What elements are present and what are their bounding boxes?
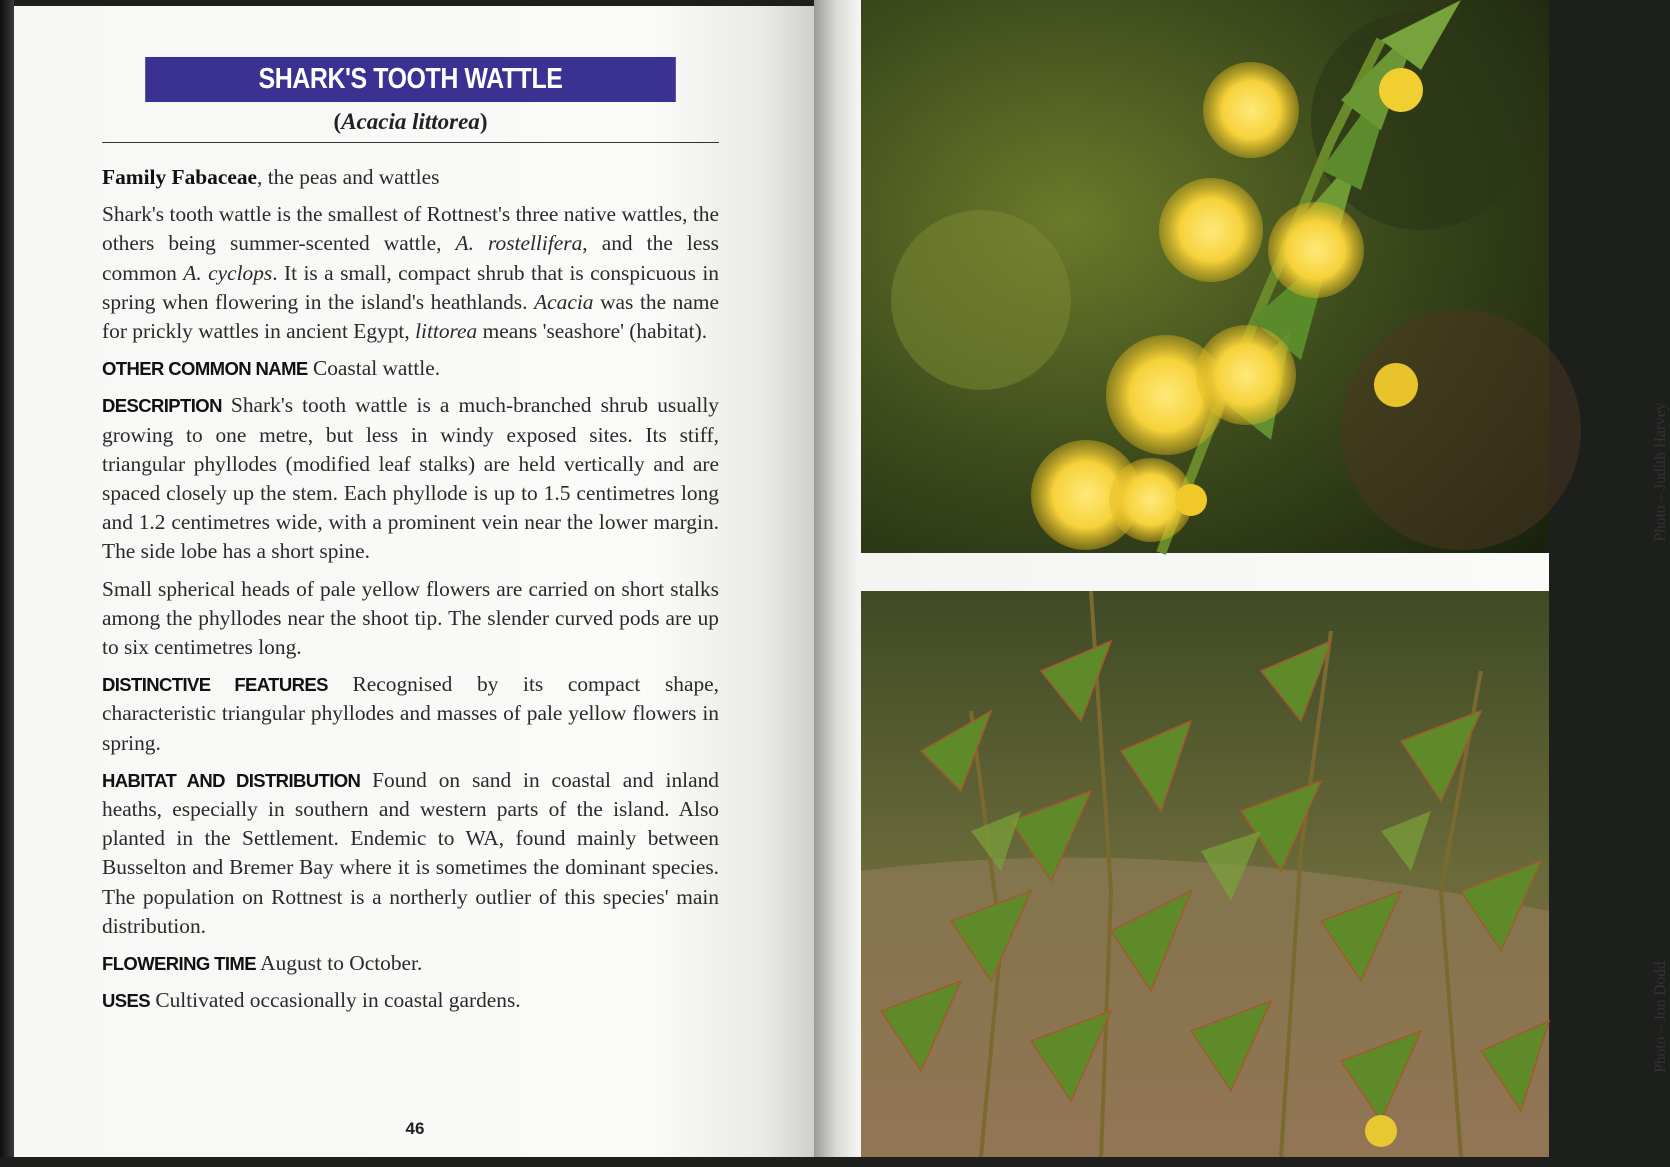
uses-paragraph: USES Cultivated occasionally in coastal gardens. bbox=[102, 988, 521, 1013]
page-number: 46 bbox=[405, 1119, 425, 1138]
right-page bbox=[814, 0, 1669, 1157]
habitat-paragraph: HABITAT AND DISTRIBUTION Found on sand in coastal and inland heaths, especially in southern and western parts of the island. Also planted in the Settlement. Endemic to WA, found mainly between Busselton and Bremer Bay where it is sometimes the dominant species. The population on Rottnest is a northerly outlier of this species' main distribution. bbox=[102, 767, 719, 938]
family-label: Family Fabaceae bbox=[102, 165, 258, 189]
species-title: SHARK'S TOOTH WATTLE bbox=[258, 63, 563, 95]
book-spine-edge bbox=[0, 0, 14, 1157]
scientific-name-text: Acacia littorea bbox=[341, 109, 480, 134]
left-page bbox=[14, 6, 814, 1157]
flowering-time-paragraph: FLOWERING TIME August to October. bbox=[102, 951, 423, 976]
uses-heading: USES bbox=[102, 990, 150, 1012]
intro-paragraph: Shark's tooth wattle is the smallest of Rottnest's three native wattles, the others being summer-scented wattle, A. rostellifera, and the less common A. cyclops. It is a small, compact shrub that is conspicuous in spring when flowering in the island's heathlands. Acacia was the name for prickly wattles in ancient Egypt, littorea means 'seashore' (habitat). bbox=[102, 202, 720, 344]
habitat-heading: HABITAT AND DISTRIBUTION bbox=[102, 769, 361, 791]
scientific-name: (Acacia littorea) bbox=[333, 109, 488, 134]
photo-credit-top: Photo – Judith Harvey bbox=[1652, 402, 1669, 542]
other-common-name-paragraph: OTHER COMMON NAME Coastal wattle. bbox=[102, 356, 441, 381]
other-common-name-heading: OTHER COMMON NAME bbox=[102, 358, 308, 380]
foliage-photo-image bbox=[861, 591, 1549, 1157]
foliage-photo bbox=[861, 591, 1549, 1157]
title-divider bbox=[102, 142, 719, 143]
distinctive-features-heading: DISTINCTIVE FEATURES bbox=[102, 674, 328, 696]
species-description-body bbox=[102, 163, 719, 1023]
flower-photo-image bbox=[861, 0, 1549, 553]
description-paragraph: DESCRIPTION Shark's tooth wattle is a much-branched shrub usually growing to one metre, but less in windy exposed sites. Its stiff, triangular phyllodes (modified leaf stalks) are held vertically and are spaced closely up the stem. Each phyllode is up to 1.5 centimetres long and 1.2 centimetres wide, with a prominent vein near the lower margin. The side lobe has a short spine. bbox=[102, 393, 719, 564]
flower-photo bbox=[861, 0, 1549, 553]
flowers-paragraph: Small spherical heads of pale yellow flowers are carried on short stalks among the phyllodes near the shoot tip. The slender curved pods are up to six centimetres long. bbox=[102, 576, 719, 660]
distinctive-features-paragraph: DISTINCTIVE FEATURES Recognised by its compact shape, characteristic triangular phyllodes and masses of pale yellow flowers in spring. bbox=[102, 672, 719, 755]
photo-credit-bottom: Photo – Jon Dodd bbox=[1652, 961, 1669, 1073]
family-paragraph: Family Fabaceae, the peas and wattles bbox=[102, 165, 440, 189]
flowering-time-heading: FLOWERING TIME bbox=[102, 953, 256, 975]
description-heading: DESCRIPTION bbox=[102, 395, 222, 417]
species-title-bar bbox=[145, 57, 676, 102]
